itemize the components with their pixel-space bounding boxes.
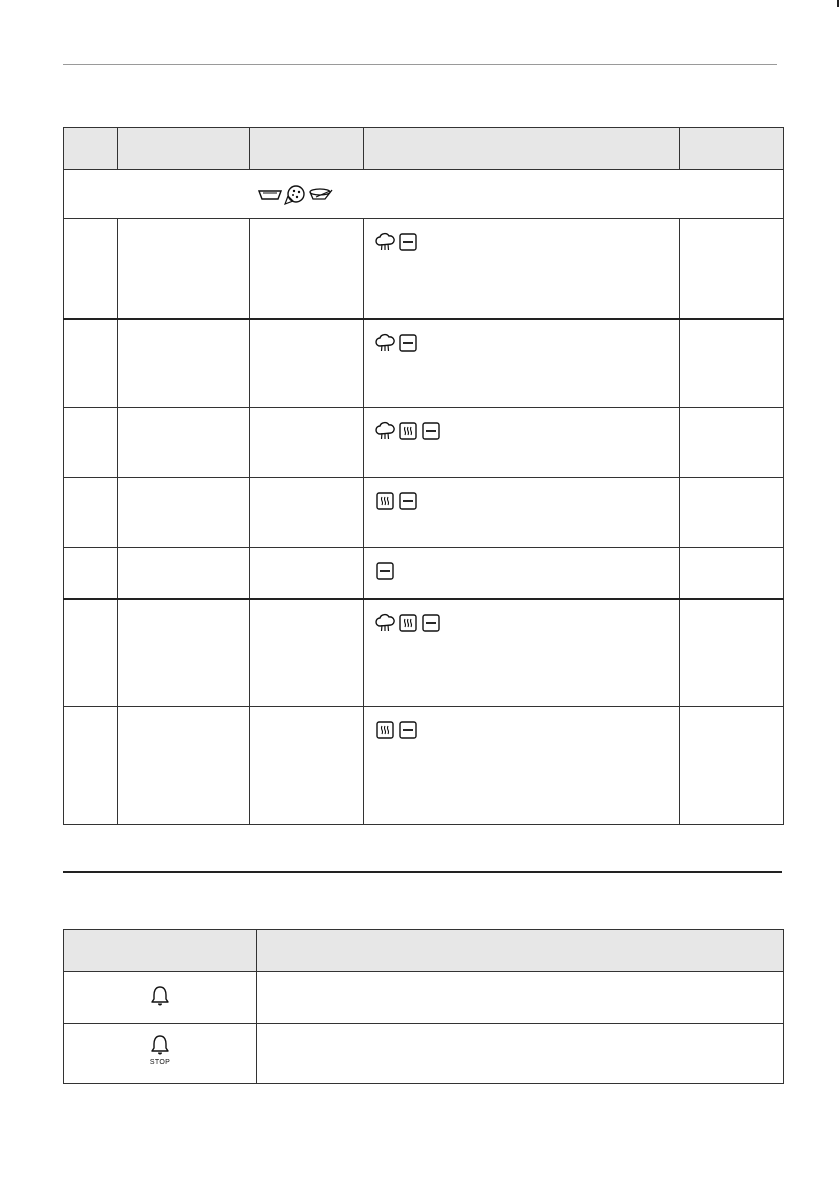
table-cell bbox=[64, 478, 118, 548]
column-header bbox=[118, 128, 250, 170]
table-cell bbox=[118, 219, 250, 319]
hot-air-icon bbox=[375, 491, 395, 511]
function-cell bbox=[364, 707, 680, 825]
column-header bbox=[64, 128, 118, 170]
table-cell bbox=[118, 548, 250, 599]
hot-air-icon bbox=[398, 421, 418, 441]
table-row bbox=[64, 478, 784, 548]
function-cell bbox=[364, 319, 680, 408]
function-cell bbox=[364, 548, 680, 599]
table-row bbox=[64, 219, 784, 319]
table-cell bbox=[118, 707, 250, 825]
table-cell bbox=[680, 408, 784, 478]
hot-air-icon bbox=[398, 613, 418, 633]
function-cell bbox=[364, 219, 680, 319]
table-row bbox=[64, 707, 784, 825]
table-cell bbox=[118, 478, 250, 548]
column-header bbox=[364, 128, 680, 170]
hot-air-icon bbox=[375, 720, 395, 740]
steam-cloud-icon bbox=[375, 421, 395, 441]
bottom-heat-icon bbox=[398, 720, 418, 740]
steam-cloud-icon bbox=[375, 613, 395, 633]
table-cell bbox=[64, 599, 118, 707]
signal-icon-cell bbox=[64, 972, 257, 1024]
table-cell bbox=[680, 319, 784, 408]
stop-label: STOP bbox=[149, 1059, 171, 1066]
table-cell bbox=[257, 1024, 784, 1084]
bottom-heat-icon bbox=[398, 232, 418, 252]
pizza-icon bbox=[284, 184, 306, 206]
bottom-heat-icon bbox=[398, 333, 418, 353]
bottom-heat-icon bbox=[375, 561, 395, 581]
pie-dish-icon bbox=[308, 187, 334, 203]
function-cell bbox=[364, 478, 680, 548]
column-header bbox=[257, 930, 784, 972]
column-header bbox=[680, 128, 784, 170]
table-row bbox=[64, 319, 784, 408]
signal-icon-cell bbox=[64, 1024, 257, 1084]
table-cell bbox=[250, 319, 364, 408]
header-rule bbox=[63, 64, 777, 65]
bottom-heat-icon bbox=[421, 613, 441, 633]
bell-icon bbox=[149, 984, 171, 1008]
category-cell bbox=[64, 170, 784, 219]
table-row bbox=[64, 408, 784, 478]
column-header bbox=[64, 930, 257, 972]
bottom-heat-icon bbox=[398, 491, 418, 511]
table-cell bbox=[118, 599, 250, 707]
table-cell bbox=[250, 548, 364, 599]
table-row bbox=[64, 548, 784, 599]
table-cell bbox=[64, 408, 118, 478]
table-cell bbox=[680, 478, 784, 548]
function-cell bbox=[364, 408, 680, 478]
table-cell bbox=[680, 599, 784, 707]
section-rule bbox=[63, 871, 782, 873]
function-cell bbox=[364, 599, 680, 707]
table-cell bbox=[118, 408, 250, 478]
table-header-row bbox=[64, 128, 784, 170]
bottom-heat-icon bbox=[421, 421, 441, 441]
table-cell bbox=[64, 707, 118, 825]
table-cell bbox=[680, 548, 784, 599]
table-cell bbox=[680, 219, 784, 319]
table-cell bbox=[250, 599, 364, 707]
table-cell bbox=[250, 478, 364, 548]
table-cell bbox=[64, 319, 118, 408]
category-row bbox=[64, 170, 784, 219]
table-cell bbox=[257, 972, 784, 1024]
table-cell bbox=[64, 219, 118, 319]
steam-cloud-icon bbox=[375, 232, 395, 252]
bell-stop-icon bbox=[149, 1034, 171, 1056]
steam-cloud-icon bbox=[375, 333, 395, 353]
table-cell bbox=[250, 707, 364, 825]
table-cell bbox=[118, 319, 250, 408]
table-row bbox=[64, 599, 784, 707]
programs-table bbox=[63, 127, 784, 825]
table-cell bbox=[64, 548, 118, 599]
table-cell bbox=[250, 408, 364, 478]
baking-tin-icon bbox=[258, 188, 282, 202]
table-row bbox=[64, 972, 784, 1024]
table-cell bbox=[250, 219, 364, 319]
table-cell bbox=[680, 707, 784, 825]
signals-table bbox=[63, 929, 784, 1084]
table-header-row bbox=[64, 930, 784, 972]
table-row bbox=[64, 1024, 784, 1084]
column-header bbox=[250, 128, 364, 170]
